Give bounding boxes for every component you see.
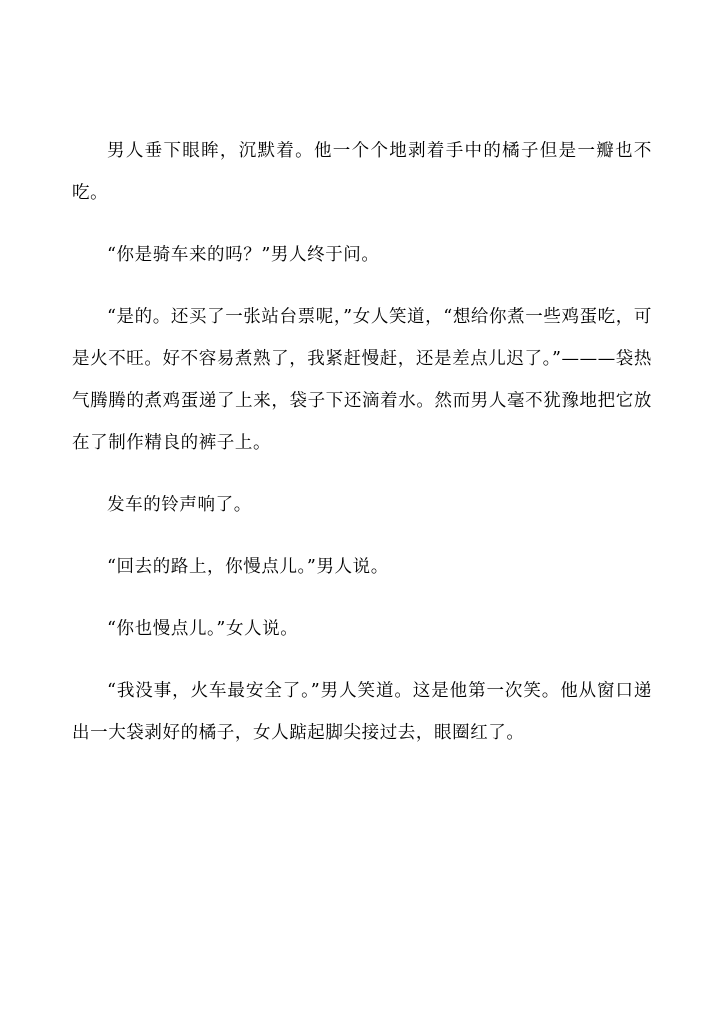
paragraph: “我没事，火车最安全了。”男人笑道。这是他第一次笑。他从窗口递出一大袋剥好的橘子，女人踮起脚尖接过去，眼圈红了。 [72, 681, 652, 743]
document-text-body [72, 130, 652, 754]
paragraph: “你也慢点儿。”女人说。 [107, 619, 299, 639]
paragraph: “你是骑车来的吗？”男人终于问。 [107, 245, 380, 265]
paragraph: 男人垂下眼眸，沉默着。他一个个地剥着手中的橘子但是一瓣也不吃。 [72, 141, 652, 203]
paragraph: “是的。还买了一张站台票呢，”女人笑道，“想给你煮一些鸡蛋吃，可是火不旺。好不容易煮熟了，我紧赶慢赶，还是差点儿迟了。”———袋热气腾腾的煮鸡蛋递了上来，袋子下还滴着水。然而男人毫不犹豫地把它放在了制作精良的裤子上。 [72, 307, 652, 453]
paragraph: “回去的路上，你慢点儿。”男人说。 [107, 557, 389, 577]
paragraph: 发车的铃声响了。 [107, 495, 252, 515]
